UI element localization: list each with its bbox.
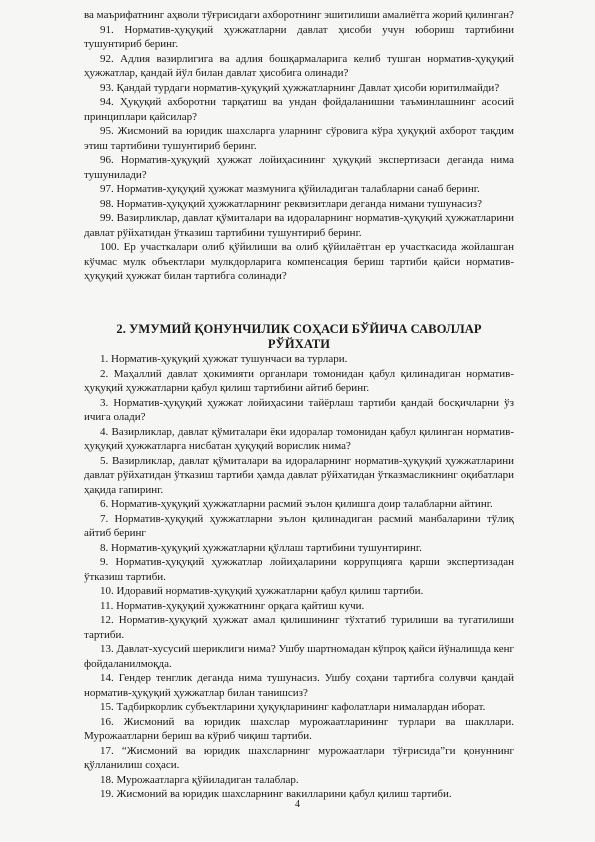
section-question-4: 4. Вазирликлар, давлат қўмиталари ёки идоралар томонидан қабул қилинган норматив-ҳуқуқий ҳужжатларга нисбатан ҳуқуқий ворислик нима? xyxy=(84,425,514,452)
question-96: 96. Норматив-ҳуқуқий ҳужжат лойиҳасининг ҳуқуқий экспертизаси деганда нима тушунилади? xyxy=(84,154,514,181)
question-95: 95. Жисмоний ва юридик шахсларга уларнинг сўровига кўра ҳуқуқий ахборот тақдим этиш тартибини тушунтириб беринг. xyxy=(84,125,514,152)
section-question-9: 9. Норматив-ҳуқуқий ҳужжатлар лойиҳаларини коррупцияга қарши экспертизадан ўтказиш тартиби. xyxy=(84,556,514,583)
section-question-16: 16. Жисмоний ва юридик шахслар мурожаатларининг турлари ва шакллари. Мурожаатларни бериш ва кўриб чиқиш тартиби. xyxy=(84,715,514,742)
section-question-list xyxy=(84,352,514,802)
section-question-6: 6. Норматив-ҳуқуқий ҳужжатларни расмий эълон қилишга доир талабларни айтинг. xyxy=(100,498,493,510)
section-question-8: 8. Норматив-ҳуқуқий ҳужжатларни қўллаш тартибини тушунтиринг. xyxy=(100,541,422,554)
question-91: 91. Норматив-ҳуқуқий ҳужжатларни давлат ҳисоби учун юбориш тартибини тушунтириб беринг. xyxy=(84,23,514,50)
section-question-15: 15. Тадбиркорлик субъектларини ҳуқуқларининг кафолатлари нималардан иборат. xyxy=(100,701,486,713)
question-list-continued xyxy=(84,8,514,284)
section-question-12: 12. Норматив-ҳуқуқий ҳужжат амал қилишининг тўхтатиб турилиши ва тугатилиши тартиби. xyxy=(84,614,514,641)
question-98: 98. Норматив-ҳуқуқий ҳужжатларнинг реквизитлари деганда нимани тушунасиз? xyxy=(100,197,483,210)
question-97: 97. Норматив-ҳуқуқий ҳужжат мазмунига қўйиладиган талабларни санаб беринг. xyxy=(100,183,480,195)
section-question-2: 2. Маҳаллий давлат ҳокимияти органлари томонидан қабул қилинадиган норматив-ҳуқуқий ҳужжатларни қабул қилиш тартибини айтиб беринг. xyxy=(84,367,514,394)
section-question-10: 10. Идоравий норматив-ҳуқуқий ҳужжатларни қабул қилиш тартиби. xyxy=(100,585,424,597)
section-question-11: 11. Норматив-ҳуқуқий ҳужжатнинг орқага қайтиш кучи. xyxy=(100,599,365,612)
section-question-19: 19. Жисмоний ва юридик шахсларнинг вакилларини қабул қилиш тартиби. xyxy=(100,788,452,800)
section-question-18: 18. Мурожаатларга қўйиладиган талаблар. xyxy=(100,773,299,786)
question-92: 92. Адлия вазирлигига ва адлия бошқармаларига келиб тушган норматив-ҳуқуқий ҳужжатлар, қандай йўл билан давлат ҳисобига олинади? xyxy=(84,52,514,79)
section-question-14: 14. Гендер тенглик деганда нима тушунасиз. Ушбу соҳани тартибга солувчи қандай норматив-ҳуқуқий ҳужжатлар билан танишсиз? xyxy=(84,672,514,699)
section-question-1: 1. Норматив-ҳуқуқий ҳужжат тушунчаси ва турлари. xyxy=(100,353,348,365)
section-heading: 2. УМУМИЙ ҚОНУНЧИЛИК СОҲАСИ БЎЙИЧА САВОЛЛАР РЎЙХАТИ xyxy=(116,322,482,351)
question-94: 94. Ҳуқуқий ахборотни тарқатиш ва ундан фойдаланишни таъминлашнинг асосий принциплари қайсилар? xyxy=(84,96,514,123)
section-question-17: 17. “Жисмоний ва юридик шахсларнинг мурожаатлари тўғрисида”ги қонуннинг қўлланилиш соҳаси. xyxy=(84,744,514,771)
section-question-3: 3. Норматив-ҳуқуқий ҳужжат лойиҳасини тайёрлаш тартиби қандай босқичларни ўз ичига олади? xyxy=(84,396,514,423)
section-question-5: 5. Вазирликлар, давлат қўмиталари ва идораларнинг норматив-ҳуқуқий ҳужжатларини давлат рўйхатидан ўтказиш тартиби ҳамда давлат рўйхатидан ўтказмасликнинг оқибатлари ҳақида гапиринг. xyxy=(84,454,514,496)
section-question-7: 7. Норматив-ҳуқуқий ҳужжатларни эълон қилинадиган расмий манбаларини тўлиқ айтиб беринг xyxy=(84,512,514,539)
question-93: 93. Қандай турдаги норматив-ҳуқуқий ҳужжатларнинг Давлат ҳисоби юритилмайди? xyxy=(100,81,500,94)
section-question-13: 13. Давлат-хусусий шериклиги нима? Ушбу шартномадан кўпроқ қайси йўналишда кенг фойдаланилмоқда. xyxy=(84,643,514,670)
question-99: 99. Вазирликлар, давлат қўмиталари ва идораларнинг норматив-ҳуқуқий ҳужжатларини давлат рўйхатидан ўтказиш тартибини тушунтириб беринг. xyxy=(84,212,514,239)
page-number: 4 xyxy=(295,799,300,810)
question-100: 100. Ер участкалари олиб қўйилиши ва олиб қўйилаётган ер участкасида жойлашган кўчмас мулк объектлари мулкдорларига компенсация бериш тартиби қайси норматив-ҳуқуқий ҳужжат билан тартибга солинади? xyxy=(84,241,514,282)
question-90-tail: ва маърифатнинг аҳволи тўғрисидаги ахборотнинг эшитилиши амалиётга жорий қилинган? xyxy=(84,9,514,21)
